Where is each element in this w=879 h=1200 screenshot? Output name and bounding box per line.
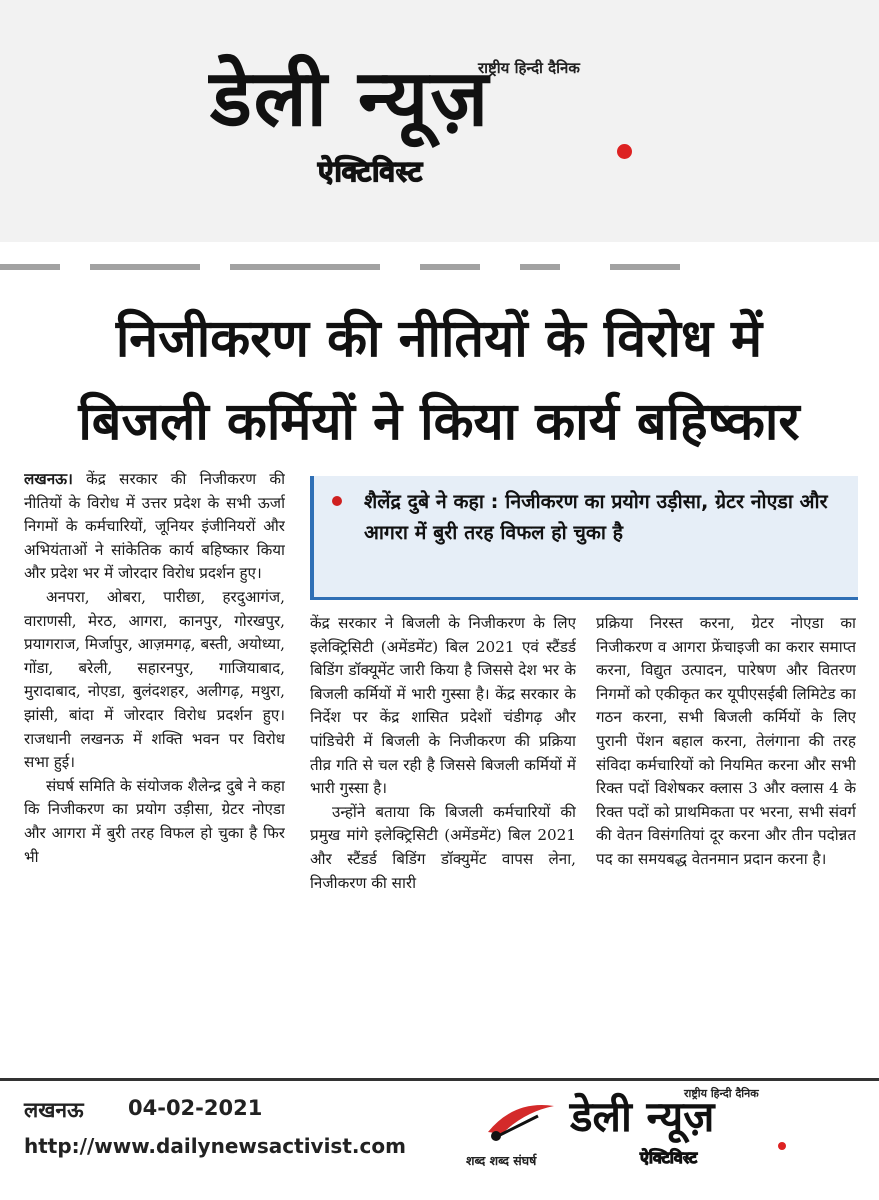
logo-subtitle: ऐक्टिविस्ट — [640, 1148, 698, 1167]
logo-red-dot-icon — [778, 1142, 786, 1150]
dateline: लखनऊ। — [24, 470, 73, 488]
article-column-3 — [596, 612, 856, 1076]
logo-tagline: राष्ट्रीय हिन्दी दैनिक — [684, 1087, 759, 1100]
footer-date: 04-02-2021 — [128, 1096, 263, 1120]
logo-title: डेली न्यूज़ — [570, 1092, 715, 1141]
masthead-subtitle: ऐक्टिविस्ट — [318, 155, 423, 188]
masthead-tagline: राष्ट्रीय हिन्दी दैनिक — [478, 59, 580, 77]
logo-slogan: शब्द शब्द संघर्ष — [466, 1153, 537, 1168]
lead-text: केंद्र सरकार की निजीकरण की नीतियों के विरोध में उत्तर प्रदेश के सभी ऊर्जा निगमों के कर्मचारियों, जूनियर इंजीनियरों और अभियंताओं ने सांकेतिक कार्य बहिष्कार किया और प्रदेश भर में जोरदार विरोध प्रदर्शन हुए। — [24, 470, 285, 583]
masthead-title: डेली न्यूज़ — [210, 54, 491, 144]
masthead — [0, 0, 879, 242]
clipping-edge — [0, 264, 879, 272]
article-column-1 — [24, 468, 285, 1076]
headline-line-1: निजीकरण की नीतियों के विरोध में — [115, 309, 763, 369]
column-3-paragraph-1: प्रक्रिया निरस्त करना, ग्रेटर नोएडा का निजीकरण व आगरा फ्रेंचाइजी का करार समाप्त करना, विद्युत उत्पादन, पारेषण और वितरण निगमों को एकीकृत कर यूपीएसईबी लिमिटेड का गठन करना, सभी बिजली कर्मियों के लिए पुरानी पेंशन बहाल करना, तेलंगाना की तरह संविदा कर्मचारियों को नियमित करना और सभी रिक्त पदों विशेषकर क्लास 3 और क्लास 4 के रिक्त पदों को प्राथमिकता पर भरना, सभी संवर्ग की वेतन विसंगतियां दूर करना और तीन पदोन्नत पद का समयबद्ध वेतनमान प्रदान करना है। — [596, 614, 856, 868]
column-1-paragraph-3: संघर्ष समिति के संयोजक शैलेन्द्र दुबे ने कहा कि निजीकरण का प्रयोग उड़ीसा, ग्रेटर नोएडा और आगरा में बुरी तरह विफल हो चुका है फिर भी — [24, 776, 285, 866]
pull-quote-text: शैलेंद्र दुबे ने कहा : निजीकरण का प्रयोग उड़ीसा, ग्रेटर नोएडा और आगरा में बुरी तरह विफल हो चुका है — [364, 490, 828, 544]
footer-url-link[interactable]: http://www.dailynewsactivist.com — [24, 1134, 406, 1158]
masthead-red-dot-icon — [617, 144, 632, 159]
headline-line-2: बिजली कर्मियों ने किया कार्य बहिष्कार — [78, 392, 800, 452]
footer — [0, 1082, 879, 1200]
column-1-paragraph-2: अनपरा, ओबरा, पारीछा, हरदुआगंज, वाराणसी, मेरठ, आगरा, कानपुर, गोरखपुर, प्रयागराज, मिर्जापुर, आज़मगढ़, बस्ती, अयोध्या, गोंडा, बरेली, सहारनपुर, गाजियाबाद, मुरादाबाद, नोएडा, बुलंदशहर, अलीगढ़, मथुरा, झांसी, बांदा में जोरदार विरोध प्रदर्शन हुए। राजधानी लखनऊ में शक्ति भवन पर विरोध सभा हुई। — [24, 587, 285, 772]
column-1-paragraph-1 — [24, 468, 285, 586]
footer-place: लखनऊ — [24, 1098, 84, 1122]
quill-logo-icon — [484, 1098, 556, 1144]
column-2-paragraph-2: उन्होंने बताया कि बिजली कर्मचारियों की प्रमुख मांगे इलेक्ट्रिसिटी (अमेंडमेंट) बिल 2021 और स्टैंडर्ड बिडिंग डॉक्युमेंट वापस लेना, निजीकरण की सारी — [310, 802, 576, 892]
footer-divider — [0, 1078, 879, 1081]
article-headline — [14, 298, 864, 464]
article-column-2 — [310, 612, 576, 1076]
pull-quote-box — [310, 476, 858, 600]
column-2-paragraph-1: केंद्र सरकार ने बिजली के निजीकरण के लिए इलेक्ट्रिसिटी (अमेंडमेंट) बिल 2021 एवं स्टैंडर्ड बिडिंग डॉक्यूमेंट जारी किया है जिससे देश भर के बिजली कर्मियों में भारी गुस्सा है। केंद्र सरकार के निर्देश पर केंद्र शासित प्रदेशों चंडीगढ़ और पांडिचेरी में बिजली के निजीकरण की प्रक्रिया तीव्र गति से चल रही है जिससे बिजली कर्मियों में भारी गुस्सा है। — [310, 614, 576, 798]
bullet-icon — [332, 496, 342, 506]
